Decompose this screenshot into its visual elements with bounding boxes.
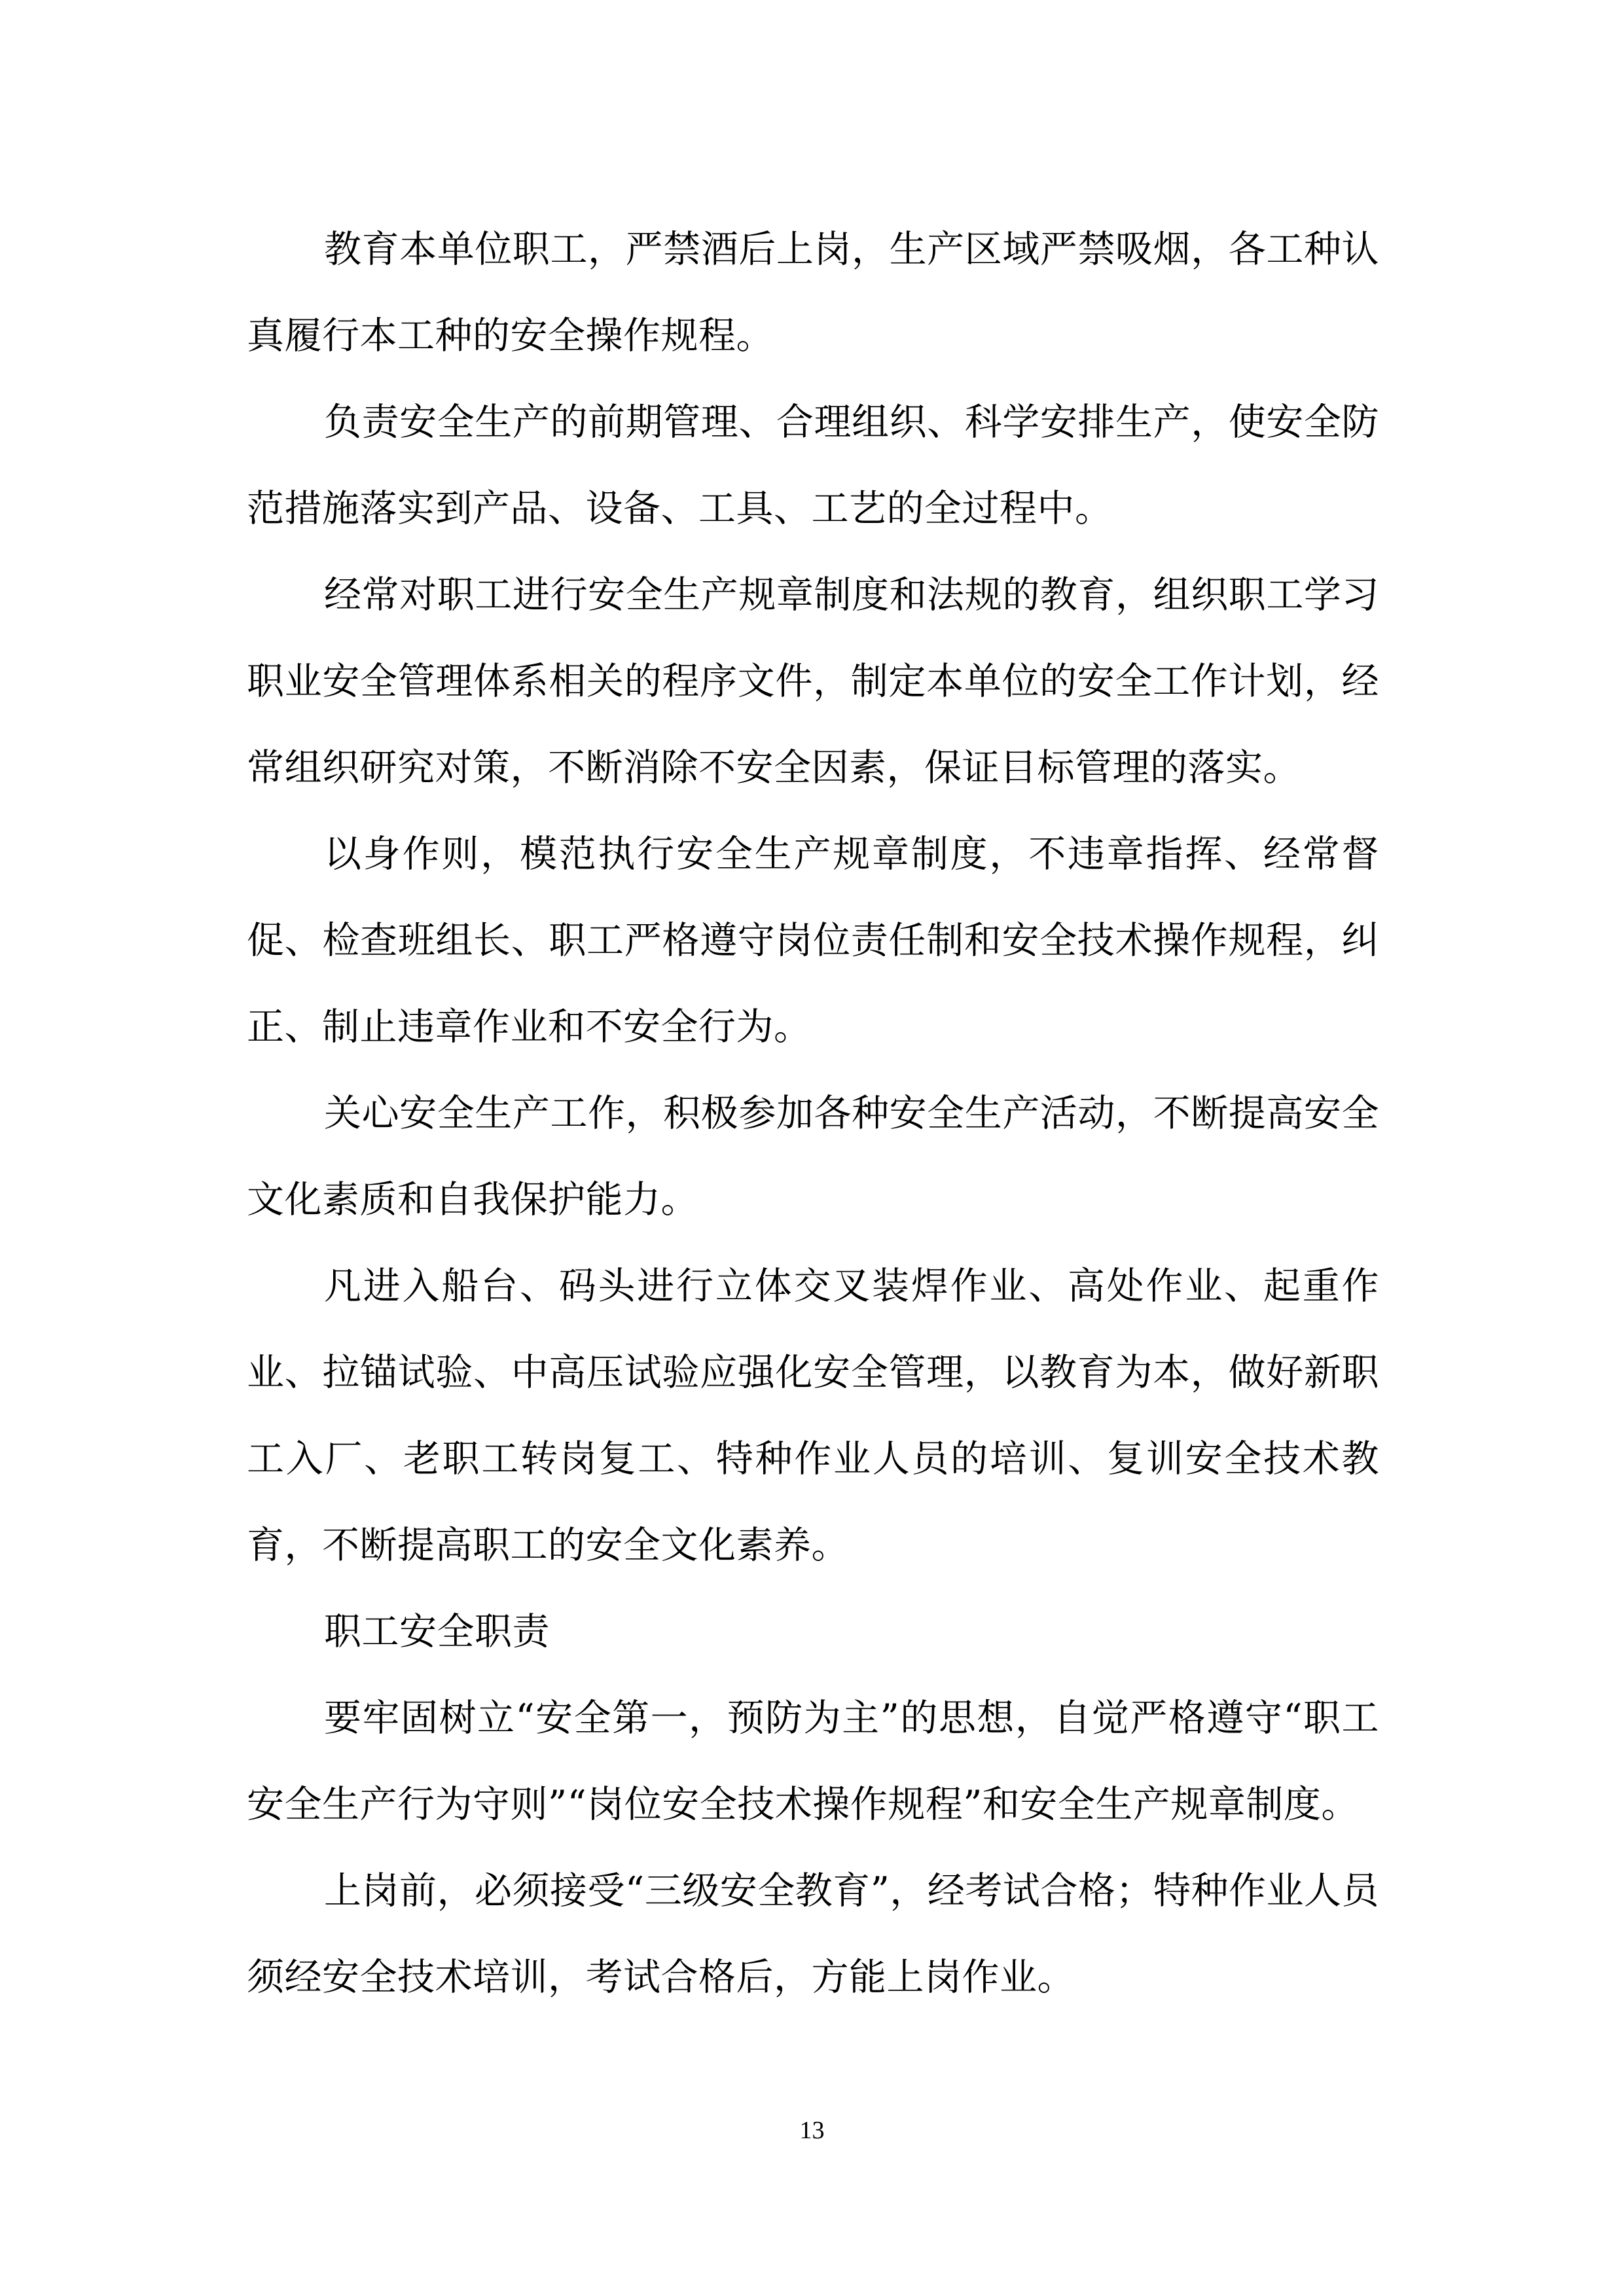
paragraph: 关心安全生产工作，积极参加各种安全生产活动，不断提高安全文化素质和自我保护能力。 — [247, 1092, 1379, 1221]
paragraph: 要牢固树立“安全第一，预防为主”的思想，自觉严格遵守“职工安全生产行为守则”“岗位安全技术操作规程”和安全生产规章制度。 — [247, 1696, 1379, 1826]
section-heading: 职工安全职责 — [324, 1610, 550, 1653]
paragraph: 上岗前，必须接受“三级安全教育”，经考试合格；特种作业人员须经安全技术培训，考试合格后，方能上岗作业。 — [247, 1869, 1379, 1999]
page-number: 13 — [799, 2117, 825, 2144]
paragraph: 经常对职工进行安全生产规章制度和法规的教育，组织职工学习职业安全管理体系相关的程序文件，制定本单位的安全工作计划，经常组织研究对策，不断消除不安全因素，保证目标管理的落实。 — [247, 573, 1379, 789]
page-body — [247, 206, 1379, 2020]
paragraph: 教育本单位职工，严禁酒后上岗，生产区域严禁吸烟，各工种认真履行本工种的安全操作规程。 — [247, 228, 1379, 357]
paragraph: 负责安全生产的前期管理、合理组织、科学安排生产，使安全防范措施落实到产品、设备、工具、工艺的全过程中。 — [247, 401, 1379, 530]
paragraph: 凡进入船台、码头进行立体交叉装焊作业、高处作业、起重作业、拉锚试验、中高压试验应强化安全管理，以教育为本，做好新职工入厂、老职工转岗复工、特种作业人员的培训、复训安全技术教育，不断提高职工的安全文化素养。 — [247, 1265, 1379, 1567]
paragraph: 以身作则，模范执行安全生产规章制度，不违章指挥、经常督促、检查班组长、职工严格遵守岗位责任制和安全技术操作规程，纠正、制止违章作业和不安全行为。 — [247, 833, 1379, 1049]
